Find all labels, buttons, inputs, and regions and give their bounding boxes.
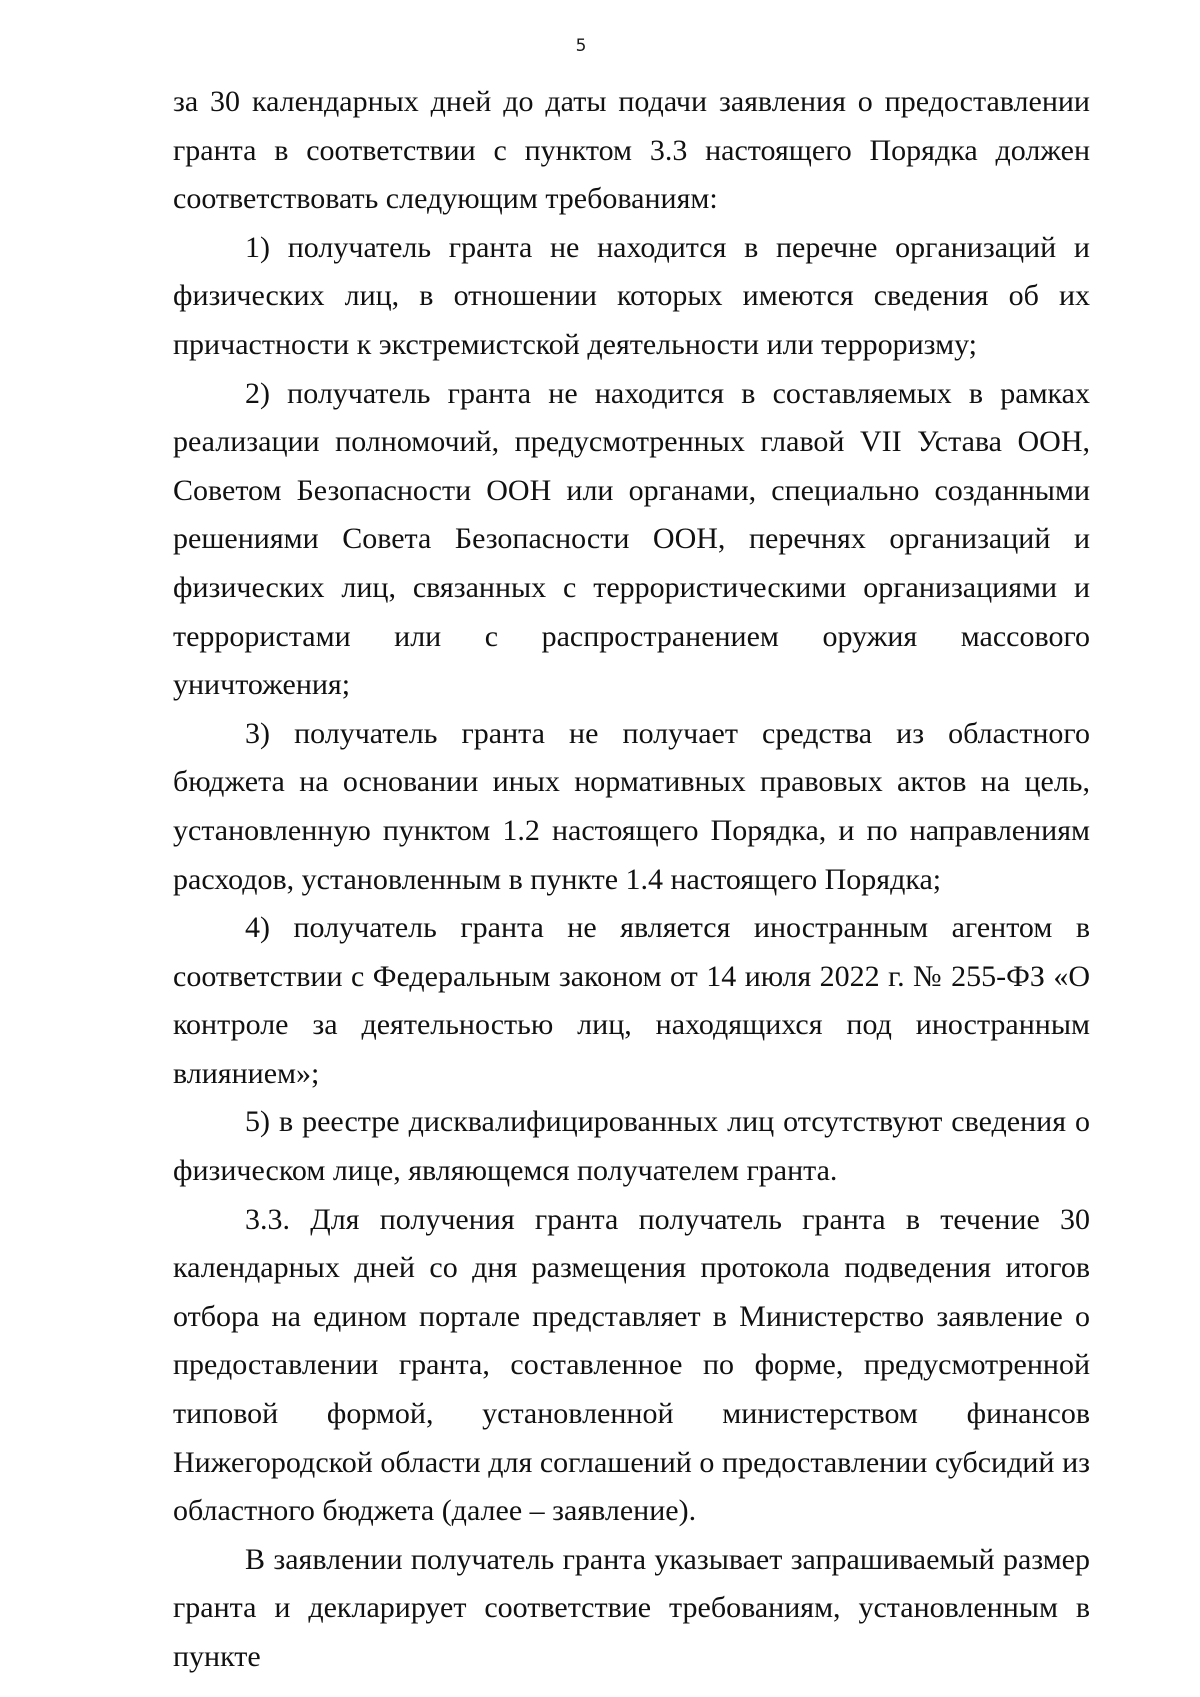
paragraph-requirement-3: 3) получатель гранта не получает средства из областного бюджета на основании иных нормативных правовых актов на цель, установленную пунктом 1.2 настоящего Порядка, и по направлениям расходов, установленным в пункте 1.4 настоящего Порядка; — [173, 716, 1090, 896]
paragraph-requirement-4: 4) получатель гранта не является иностранным агентом в соответствии с Федеральным законом от 14 июля 2022 г. № 255-ФЗ «О контроле за деятельностью лиц, находящихся под иностранным влиянием»; — [173, 911, 1090, 1090]
paragraph-requirement-5: 5) в реестре дисквалифицированных лиц отсутствуют сведения о физическом лице, являющемся получателем гранта. — [173, 1105, 1090, 1188]
paragraph-section-3-3: 3.3. Для получения гранта получатель гранта в течение 30 календарных дней со дня размещения протокола подведения итогов отбора на едином портале представляет в Министерство заявление о предоставлении гранта, составленное по форме, предусмотренной типовой формой, установленной министерством финансов Нижегородской области для соглашений о предоставлении субсидий из областного бюджета (далее – заявление). — [173, 1202, 1090, 1528]
paragraph-application-details: В заявлении получатель гранта указывает запрашиваемый размер гранта и декларирует соответствие требованиям, установленным в пункте — [173, 1542, 1090, 1673]
paragraph-requirement-2: 2) получатель гранта не находится в составляемых в рамках реализации полномочий, предусмотренных главой VII Устава ООН, Советом Безопасности ООН или органами, специально созданными решениями Совета Безопасности ООН, перечнях организаций и физических лиц, связанных с террористическими организациями и террористами или с распространением оружия массового уничтожения; — [173, 376, 1090, 702]
page-number: 5 — [575, 36, 587, 56]
paragraph-requirement-1: 1) получатель гранта не находится в перечне организаций и физических лиц, в отношении которых имеются сведения об их причастности к экстремистской деятельности или терроризму; — [173, 230, 1090, 361]
document-body — [173, 78, 1090, 1682]
paragraph-continuation: за 30 календарных дней до даты подачи заявления о предоставлении гранта в соответствии с пунктом 3.3 настоящего Порядка должен соответствовать следующим требованиям: — [173, 85, 1090, 216]
